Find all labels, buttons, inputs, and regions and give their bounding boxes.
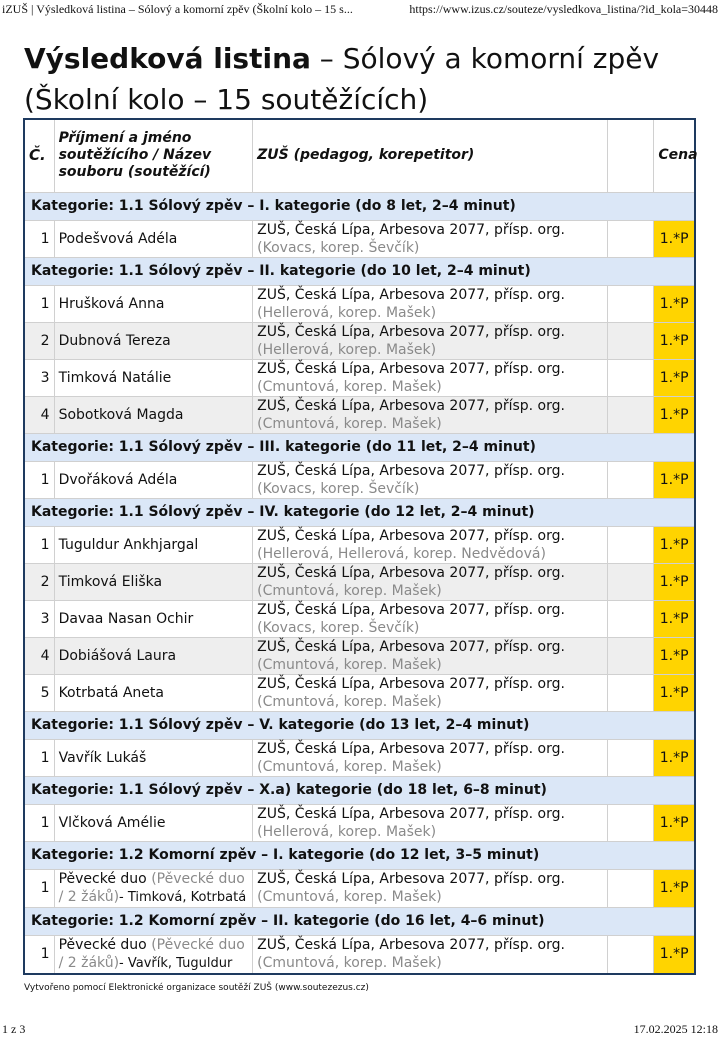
- teacher-info: (Hellerová, Hellerová, korep. Nedvědová): [257, 545, 546, 562]
- row-number: 4: [24, 637, 54, 674]
- row-number: 1: [24, 461, 54, 498]
- contestant-name-text: Davaa Nasan Ochir: [58, 610, 194, 627]
- category-title: Kategorie: 1.1 Sólový zpěv – V. kategorie (do 13 let, 2–4 minut): [24, 711, 695, 739]
- ensemble-members: - Vavřík, Tuguldur: [119, 955, 233, 971]
- school-name: ZUŠ, Česká Lípa, Arbesova 2077, přísp. org.: [257, 323, 565, 340]
- table-row: [24, 322, 695, 359]
- page-title-bold: Výsledková listina: [24, 42, 311, 75]
- school-name: ZUŠ, Česká Lípa, Arbesova 2077, přísp. org.: [257, 462, 565, 479]
- school-name: ZUŠ, Česká Lípa, Arbesova 2077, přísp. org.: [257, 740, 565, 757]
- contestant-name-text: Dubnová Tereza: [58, 332, 171, 349]
- contestant-name: [54, 804, 253, 841]
- school-cell: [253, 563, 608, 600]
- table-row: [24, 869, 695, 907]
- print-header: [2, 2, 718, 16]
- prize-badge: 1.*P: [654, 637, 695, 674]
- contestant-name-text: Tuguldur Ankhjargal: [58, 536, 199, 553]
- row-number: 1: [24, 869, 54, 907]
- ensemble-members: - Timková, Kotrbatá: [119, 889, 247, 905]
- blank-cell: [608, 739, 654, 776]
- school-cell: [253, 600, 608, 637]
- prize-badge: 1.*P: [654, 600, 695, 637]
- prize-badge: 1.*P: [654, 526, 695, 563]
- header-num: Č.: [24, 119, 54, 192]
- teacher-info: (Kovacs, korep. Ševčík): [257, 619, 420, 636]
- row-number: 1: [24, 935, 54, 974]
- school-cell: [253, 869, 608, 907]
- blank-cell: [608, 461, 654, 498]
- prize-badge: 1.*P: [654, 674, 695, 711]
- contestant-name-text: Sobotková Magda: [58, 406, 184, 423]
- blank-cell: [608, 359, 654, 396]
- school-cell: [253, 322, 608, 359]
- blank-cell: [608, 674, 654, 711]
- school-name: ZUŠ, Česká Lípa, Arbesova 2077, přísp. org.: [257, 564, 565, 581]
- prize-badge: 1.*P: [654, 935, 695, 974]
- contestant-name: [54, 739, 253, 776]
- header-prize: Cena: [654, 119, 695, 192]
- prize-badge: 1.*P: [654, 220, 695, 257]
- contestant-name: [54, 935, 253, 974]
- contestant-name: [54, 220, 253, 257]
- teacher-info: (Cmuntová, korep. Mašek): [257, 415, 442, 432]
- contestant-name-text: Kotrbatá Aneta: [58, 684, 164, 701]
- school-name: ZUŠ, Česká Lípa, Arbesova 2077, přísp. org.: [257, 638, 565, 655]
- header-name: Příjmení a jméno soutěžícího / Název souboru (soutěžící): [54, 119, 253, 192]
- contestant-name: [54, 526, 253, 563]
- school-name: ZUŠ, Česká Lípa, Arbesova 2077, přísp. org.: [257, 675, 565, 692]
- contestant-name: [54, 563, 253, 600]
- table-row: [24, 461, 695, 498]
- results-table: [23, 118, 696, 975]
- contestant-name: [54, 461, 253, 498]
- contestant-name: [54, 285, 253, 322]
- teacher-info: (Hellerová, korep. Mašek): [257, 823, 437, 840]
- school-name: ZUŠ, Česká Lípa, Arbesova 2077, přísp. org.: [257, 601, 565, 618]
- results-body: [24, 192, 695, 974]
- category-row: [24, 433, 695, 461]
- prize-badge: 1.*P: [654, 359, 695, 396]
- blank-cell: [608, 322, 654, 359]
- row-number: 3: [24, 600, 54, 637]
- school-cell: [253, 804, 608, 841]
- school-cell: [253, 396, 608, 433]
- school-cell: [253, 285, 608, 322]
- contestant-name-text: Podešvová Adéla: [58, 230, 178, 247]
- print-url: https://www.izus.cz/souteze/vysledkova_listina/?id_kola=30448: [409, 2, 718, 16]
- teacher-info: (Cmuntová, korep. Mašek): [257, 656, 442, 673]
- school-name: ZUŠ, Česká Lípa, Arbesova 2077, přísp. org.: [257, 805, 565, 822]
- blank-cell: [608, 804, 654, 841]
- school-name: ZUŠ, Česká Lípa, Arbesova 2077, přísp. org.: [257, 937, 565, 953]
- contestant-name-text: Vlčková Amélie: [58, 814, 166, 831]
- blank-cell: [608, 285, 654, 322]
- school-name: ZUŠ, Česká Lípa, Arbesova 2077, přísp. org.: [257, 397, 565, 414]
- row-number: 1: [24, 526, 54, 563]
- teacher-info: (Hellerová, korep. Mašek): [257, 304, 437, 321]
- category-row: [24, 841, 695, 869]
- row-number: 4: [24, 396, 54, 433]
- prize-badge: 1.*P: [654, 322, 695, 359]
- row-number: 1: [24, 285, 54, 322]
- table-row: [24, 526, 695, 563]
- ensemble-type: (Pěvecké duo / 2 žáků): [58, 870, 245, 905]
- contestant-name-text: Dobiášová Laura: [58, 647, 177, 664]
- contestant-name: [54, 637, 253, 674]
- table-row: [24, 674, 695, 711]
- prize-badge: 1.*P: [654, 285, 695, 322]
- table-header-row: [24, 119, 695, 192]
- category-row: [24, 776, 695, 804]
- prize-badge: 1.*P: [654, 461, 695, 498]
- category-title: Kategorie: 1.2 Komorní zpěv – I. kategorie (do 12 let, 3–5 minut): [24, 841, 695, 869]
- contestant-name: [54, 322, 253, 359]
- blank-cell: [608, 935, 654, 974]
- teacher-info: (Kovacs, korep. Ševčík): [257, 480, 420, 497]
- table-row: [24, 563, 695, 600]
- school-name: ZUŠ, Česká Lípa, Arbesova 2077, přísp. org.: [257, 221, 565, 238]
- contestant-name: [54, 359, 253, 396]
- blank-cell: [608, 600, 654, 637]
- row-number: 2: [24, 322, 54, 359]
- contestant-name-text: Vavřík Lukáš: [58, 749, 147, 766]
- row-number: 3: [24, 359, 54, 396]
- blank-cell: [608, 637, 654, 674]
- prize-badge: 1.*P: [654, 563, 695, 600]
- school-cell: [253, 526, 608, 563]
- table-row: [24, 285, 695, 322]
- row-number: 1: [24, 804, 54, 841]
- print-datetime: 17.02.2025 12:18: [633, 1022, 718, 1036]
- teacher-info: (Cmuntová, korep. Mašek): [257, 955, 442, 971]
- row-number: 5: [24, 674, 54, 711]
- school-cell: [253, 935, 608, 974]
- contestant-name-text: Timková Eliška: [58, 573, 163, 590]
- table-row: [24, 739, 695, 776]
- category-row: [24, 907, 695, 935]
- prize-badge: 1.*P: [654, 804, 695, 841]
- contestant-name: [54, 674, 253, 711]
- school-cell: [253, 674, 608, 711]
- contestant-name-text: Pěvecké duo: [58, 936, 147, 953]
- prize-badge: 1.*P: [654, 869, 695, 907]
- category-title: Kategorie: 1.1 Sólový zpěv – IV. kategorie (do 12 let, 2–4 minut): [24, 498, 695, 526]
- contestant-name-text: Pěvecké duo: [58, 870, 147, 887]
- page-title-rest: – Sólový a komorní zpěv (Školní kolo – 15 soutěžících): [24, 42, 660, 116]
- school-name: ZUŠ, Česká Lípa, Arbesova 2077, přísp. org.: [257, 871, 565, 887]
- teacher-info: (Kovacs, korep. Ševčík): [257, 239, 420, 256]
- category-row: [24, 257, 695, 285]
- page-title: [24, 38, 704, 120]
- table-row: [24, 396, 695, 433]
- blank-cell: [608, 526, 654, 563]
- category-row: [24, 498, 695, 526]
- blank-cell: [608, 220, 654, 257]
- school-cell: [253, 739, 608, 776]
- category-title: Kategorie: 1.1 Sólový zpěv – X.a) kategorie (do 18 let, 6–8 minut): [24, 776, 695, 804]
- table-row: [24, 600, 695, 637]
- header-school: ZUŠ (pedagog, korepetitor): [253, 119, 608, 192]
- teacher-info: (Hellerová, korep. Mašek): [257, 341, 437, 358]
- school-cell: [253, 461, 608, 498]
- school-cell: [253, 359, 608, 396]
- category-title: Kategorie: 1.2 Komorní zpěv – II. kategorie (do 16 let, 4–6 minut): [24, 907, 695, 935]
- created-by-note: Vytvořeno pomocí Elektronické organizace soutěží ZUŠ (www.soutezezus.cz): [24, 983, 369, 993]
- contestant-name-text: Timková Natálie: [58, 369, 172, 386]
- table-row: [24, 359, 695, 396]
- category-title: Kategorie: 1.1 Sólový zpěv – I. kategorie (do 8 let, 2–4 minut): [24, 192, 695, 220]
- blank-cell: [608, 563, 654, 600]
- header-blank: [608, 119, 654, 192]
- contestant-name: [54, 869, 253, 907]
- row-number: 2: [24, 563, 54, 600]
- school-name: ZUŠ, Česká Lípa, Arbesova 2077, přísp. org.: [257, 286, 565, 303]
- school-name: ZUŠ, Česká Lípa, Arbesova 2077, přísp. org.: [257, 360, 565, 377]
- print-footer: [2, 1022, 718, 1036]
- category-row: [24, 711, 695, 739]
- school-cell: [253, 220, 608, 257]
- print-page-title: iZUŠ | Výsledková listina – Sólový a komorní zpěv (Školní kolo – 15 s...: [2, 2, 353, 16]
- teacher-info: (Cmuntová, korep. Mašek): [257, 378, 442, 395]
- category-title: Kategorie: 1.1 Sólový zpěv – II. kategorie (do 10 let, 2–4 minut): [24, 257, 695, 285]
- school-name: ZUŠ, Česká Lípa, Arbesova 2077, přísp. org.: [257, 527, 565, 544]
- table-row: [24, 220, 695, 257]
- teacher-info: (Cmuntová, korep. Mašek): [257, 758, 442, 775]
- prize-badge: 1.*P: [654, 396, 695, 433]
- blank-cell: [608, 396, 654, 433]
- blank-cell: [608, 869, 654, 907]
- table-row: [24, 935, 695, 974]
- category-title: Kategorie: 1.1 Sólový zpěv – III. kategorie (do 11 let, 2–4 minut): [24, 433, 695, 461]
- row-number: 1: [24, 220, 54, 257]
- table-row: [24, 804, 695, 841]
- school-cell: [253, 637, 608, 674]
- category-row: [24, 192, 695, 220]
- ensemble-type: (Pěvecké duo / 2 žáků): [58, 936, 245, 971]
- contestant-name-text: Dvořáková Adéla: [58, 471, 178, 488]
- contestant-name: [54, 396, 253, 433]
- contestant-name: [54, 600, 253, 637]
- row-number: 1: [24, 739, 54, 776]
- print-page-number: 1 z 3: [2, 1022, 26, 1036]
- teacher-info: (Cmuntová, korep. Mašek): [257, 582, 442, 599]
- teacher-info: (Cmuntová, korep. Mašek): [257, 889, 442, 905]
- teacher-info: (Cmuntová, korep. Mašek): [257, 693, 442, 710]
- contestant-name-text: Hrušková Anna: [58, 295, 165, 312]
- table-row: [24, 637, 695, 674]
- prize-badge: 1.*P: [654, 739, 695, 776]
